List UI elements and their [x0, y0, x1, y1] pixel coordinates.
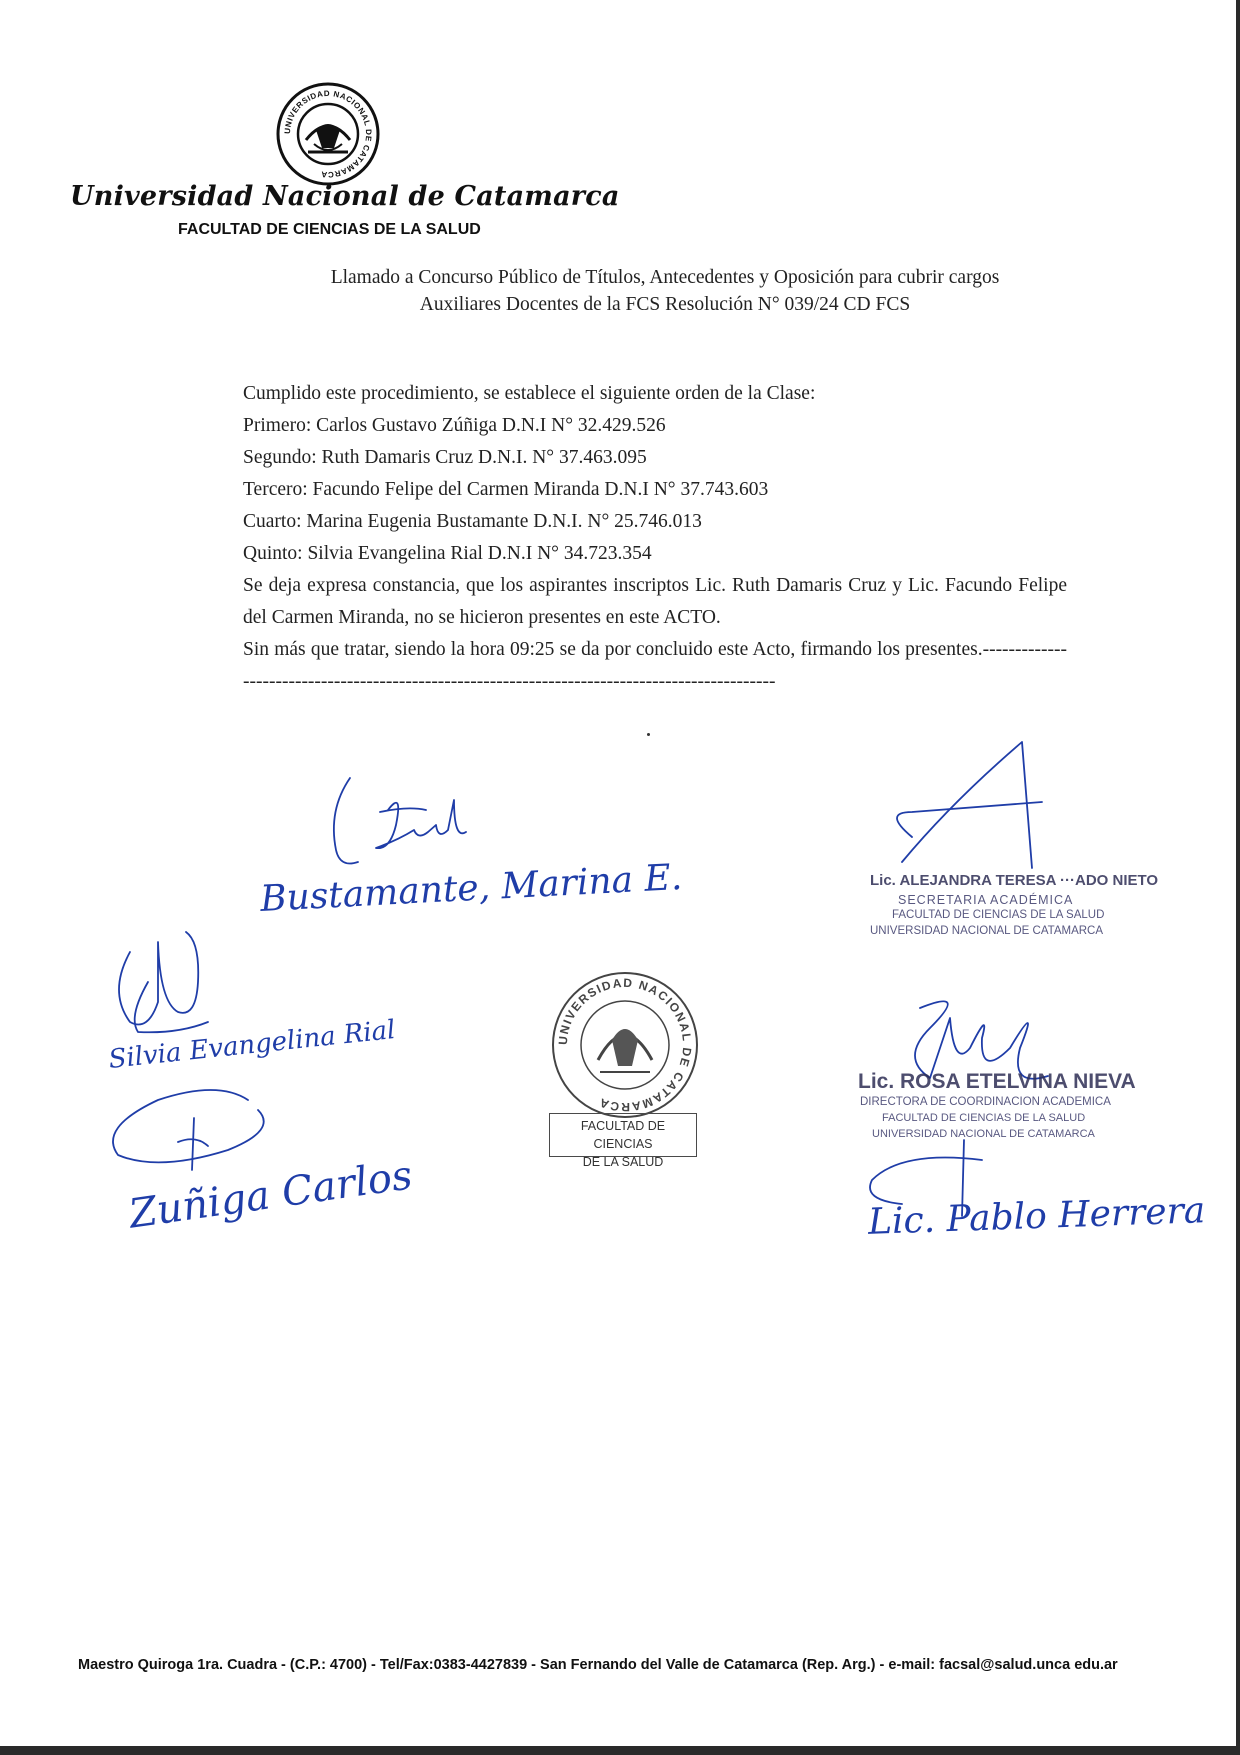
ranking-fifth: Quinto: Silvia Evangelina Rial D.N.I N° 34.723.354 — [243, 543, 652, 564]
stamp-secretaria-university: UNIVERSIDAD NACIONAL DE CATAMARCA — [870, 925, 1104, 937]
faculty-seal-line-1: FACULTAD DE CIENCIAS — [580, 1119, 666, 1151]
call-title-line-1: Llamado a Concurso Público de Títulos, Antecedentes y Oposición para cubrir cargos — [330, 267, 1000, 288]
closing-text: Sin más que tratar, siendo la hora 09:25 se da por concluido este Acto, firmando los presentes.----------------------------------------------------------------------------------------------- — [243, 639, 1067, 692]
signature-bustamante-name: Bustamante, Marina E. — [259, 856, 684, 921]
stamp-secretaria-name: Lic. ALEJANDRA TERESA ···ADO NIETO — [870, 872, 1159, 889]
faculty-seal-label — [549, 1113, 697, 1169]
stamp-directora-name: Lic. ROSA ETELVINA NIEVA — [858, 1070, 1136, 1093]
stamp-secretaria-faculty: FACULTAD DE CIENCIAS DE LA SALUD — [892, 909, 1105, 921]
signature-herrera-name: Lic. Pablo Herrera — [867, 1190, 1206, 1243]
faculty-name: FACULTAD DE CIENCIAS DE LA SALUD — [178, 221, 481, 238]
faculty-seal — [550, 970, 700, 1120]
stamp-secretaria-title: SECRETARIA ACADÉMICA — [898, 893, 1074, 907]
signature-secretaria-mark — [872, 742, 1052, 872]
university-logo — [276, 82, 380, 186]
ranking-fourth: Cuarto: Marina Eugenia Bustamante D.N.I. N° 25.746.013 — [243, 511, 702, 532]
stamp-directora-university: UNIVERSIDAD NACIONAL DE CATAMARCA — [872, 1128, 1095, 1140]
scan-edge-right — [1236, 0, 1240, 1755]
document-body — [243, 378, 1067, 698]
intro-text: Cumplido este procedimiento, se establece el siguiente orden de la Clase: — [243, 383, 816, 404]
absence-note: Se deja expresa constancia, que los aspirantes inscriptos Lic. Ruth Damaris Cruz y Lic. Facundo Felipe del Carmen Miranda, no se hicieron presentes en este ACTO. — [243, 575, 1067, 628]
svg-text:UNIVERSIDAD NACIONAL DE CATAMA: UNIVERSIDAD NACIONAL DE CATAMARCA — [282, 88, 374, 180]
ink-dot — [647, 733, 650, 736]
university-name: Universidad Nacional de Catamarca — [70, 181, 620, 212]
stamp-directora-faculty: FACULTAD DE CIENCIAS DE LA SALUD — [882, 1112, 1086, 1124]
ranking-first: Primero: Carlos Gustavo Zúñiga D.N.I N° 32.429.526 — [243, 415, 666, 436]
faculty-seal-line-2: DE LA SALUD — [582, 1155, 664, 1169]
call-title — [240, 264, 1090, 318]
signature-bustamante-mark — [318, 770, 518, 880]
scan-edge-bottom — [0, 1746, 1240, 1755]
footer-address: Maestro Quiroga 1ra. Cuadra - (C.P.: 4700) - Tel/Fax:0383-4427839 - San Fernando del Valle de Catamarca (Rep. Arg.) - e-mail: facsal@salud.unca edu.ar — [78, 1657, 1118, 1673]
ranking-second: Segundo: Ruth Damaris Cruz D.N.I. N° 37.463.095 — [243, 447, 647, 468]
signature-rial-name: Silvia Evangelina Rial — [107, 1015, 397, 1075]
call-title-line-2: Auxiliares Docentes de la FCS Resolución N° 039/24 CD FCS — [419, 294, 911, 315]
stamp-directora-title: DIRECTORA DE COORDINACION ACADEMICA — [860, 1096, 1111, 1108]
signature-rial-mark — [108, 922, 238, 1042]
ranking-third: Tercero: Facundo Felipe del Carmen Miranda D.N.I N° 37.743.603 — [243, 479, 769, 500]
svg-text:UNIVERSIDAD NACIONAL DE CATAMA: UNIVERSIDAD NACIONAL DE CATAMARCA — [555, 975, 695, 1115]
signature-zuniga-name: Zuñiga Carlos — [126, 1152, 416, 1238]
